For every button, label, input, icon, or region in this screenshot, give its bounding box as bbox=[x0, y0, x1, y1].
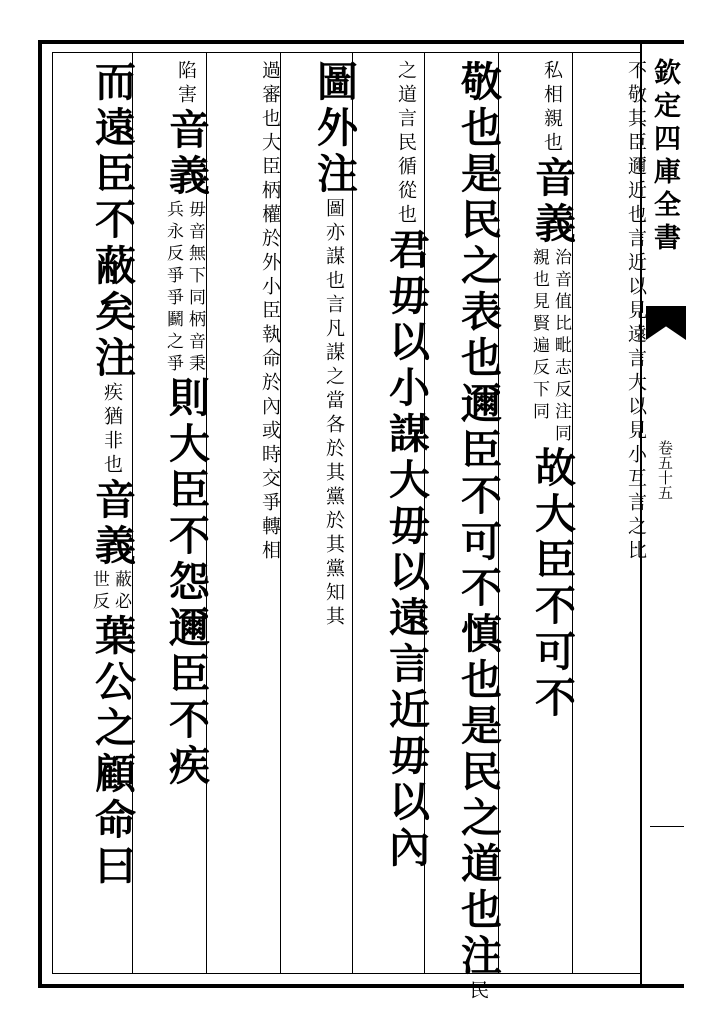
text-column bbox=[214, 60, 280, 970]
commentary-text: 陷害 bbox=[175, 60, 197, 108]
text-column bbox=[360, 60, 430, 970]
main-text: 注 bbox=[310, 152, 358, 198]
main-text: 君毋以小謀大毋以遠言近毋以內 bbox=[382, 228, 430, 872]
commentary-text: 之道言民循從也 bbox=[395, 60, 417, 228]
main-text: 音義 bbox=[528, 156, 576, 248]
margin-volume-label: 卷五十五 bbox=[656, 440, 674, 500]
main-text: 注 bbox=[454, 934, 502, 980]
commentary-text: 民 bbox=[467, 980, 489, 1004]
margin-book-title: 欽定四庫全書 bbox=[649, 58, 680, 256]
main-text: 注 bbox=[88, 336, 136, 382]
commentary-text: 不敬其臣邇近也言近以見遠言大以見小互言之比 bbox=[625, 60, 647, 564]
main-text: 音義 bbox=[88, 478, 136, 570]
interlinear-note: 治音值比毗志反注同親也見賢遍反下同 bbox=[529, 248, 571, 446]
commentary-text: 私相親也 bbox=[541, 60, 563, 156]
main-text: 葉公之顧命曰 bbox=[88, 614, 136, 890]
main-text: 敬也是民之表也邇臣不可不慎也是民之道也 bbox=[454, 60, 502, 934]
main-text: 圖外 bbox=[310, 60, 358, 152]
commentary-text: 圖亦謀也言凡謀之當各於其黨於其黨知其 bbox=[323, 198, 345, 630]
text-column bbox=[288, 60, 358, 970]
main-text: 音義 bbox=[162, 108, 210, 200]
interlinear-note: 毋音無下同柄音秉兵永反爭爭鬬之爭 bbox=[163, 200, 205, 376]
main-text: 故大臣不可不 bbox=[528, 446, 576, 722]
main-text: 而遠臣不蔽矣 bbox=[88, 60, 136, 336]
text-column bbox=[580, 60, 646, 970]
margin-rule bbox=[650, 826, 684, 827]
text-column bbox=[506, 60, 576, 970]
text-column bbox=[140, 60, 210, 970]
main-text: 則大臣不怨邇臣不疾 bbox=[162, 376, 210, 790]
commentary-text: 過審也大臣柄權於外小臣執命於內或時交爭轉相 bbox=[259, 60, 281, 564]
commentary-text: 疾猶非也 bbox=[101, 382, 123, 478]
text-column bbox=[432, 60, 502, 1004]
interlinear-note: 蔽必世反 bbox=[89, 570, 131, 614]
text-column bbox=[66, 60, 136, 970]
